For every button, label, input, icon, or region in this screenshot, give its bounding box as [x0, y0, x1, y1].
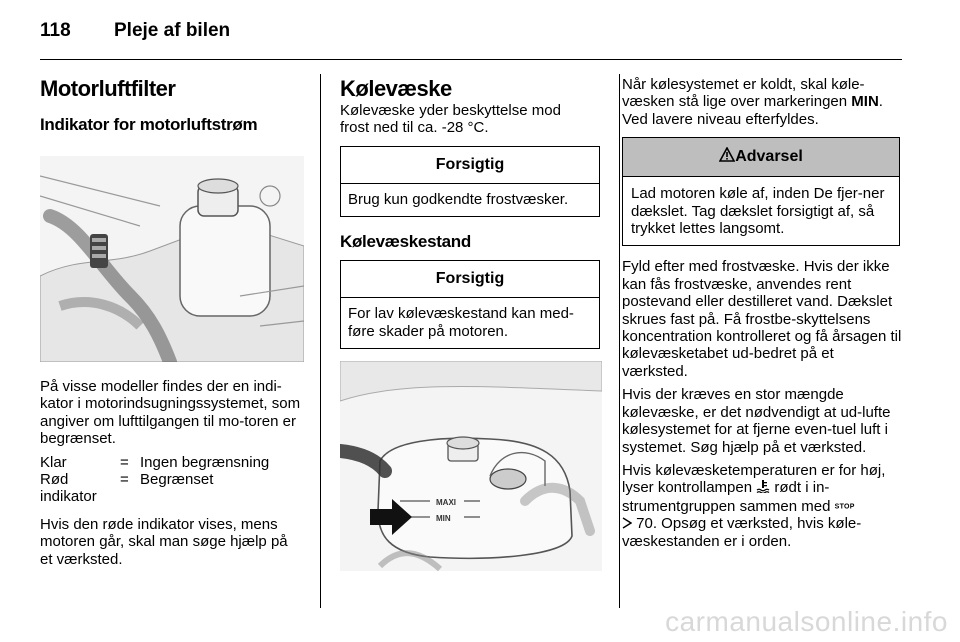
caution-box-level [340, 260, 600, 349]
table-value-1: Begrænset [140, 471, 214, 489]
engine-bay-illustration-icon [40, 156, 304, 362]
caution-title: Forsigtig [341, 147, 599, 184]
warning-text: Lad motoren køle af, inden De fjer-ner dækslet. Tag dækslet forsigtigt af, så trykket lettes langsomt. [631, 185, 885, 238]
coolant-reservoir-illustration-icon [340, 361, 602, 571]
red-indicator-text: Hvis den røde indikator vises, mens motoren går, skal man søge hjælp på et værksted. [40, 515, 288, 568]
page-number: 118 [40, 20, 71, 41]
table-sep-1: = [120, 471, 129, 489]
page-title: Pleje af bilen [114, 20, 231, 41]
warning-box [622, 137, 900, 246]
coolant-min-text-b: . Ved lavere niveau efterfyldes. [622, 93, 883, 128]
figure-label-maxi: MAXI [436, 498, 456, 508]
caution-text: For lav kølevæskestand kan med-føre skader på motoren. [348, 305, 574, 340]
page-reference-text: 70. Opsøg et værksted, hvis køle-væskestanden er i orden. [622, 515, 862, 551]
temperature-text-a: Hvis kølevæsketemperaturen er for høj, lyser kontrollampen [622, 461, 886, 497]
caution-title: Forsigtig [341, 261, 599, 298]
column-divider-1 [320, 74, 321, 608]
table-value-0: Ingen begrænsning [140, 453, 270, 471]
page-header [40, 20, 230, 42]
coolant-temperature-icon [756, 479, 770, 497]
stop-icon: STOP [834, 503, 855, 511]
table-key-1: Rød indikator [40, 471, 97, 506]
warning-header [623, 138, 899, 177]
min-marking: MIN [851, 93, 879, 111]
refill-text: Fyld efter med frostvæske. Hvis der ikke kan fås frostvæske, anvendes rent postevand eller destilleret vand. Dækslet skrues fast på. Få frostbe-skyttelsens koncentration kontrolleret og få årsagen til kølevæsketabet ud-bedret på et værksted. [622, 258, 902, 380]
column-1 [40, 76, 304, 568]
column-3 [622, 76, 902, 551]
airflow-indicator-text: På visse modeller findes der en indi-kator i motorindsugningssystemet, som angiver om lufttilgangen til mo-toren er begrænset. [40, 378, 301, 448]
table-sep-0: = [120, 453, 129, 471]
watermark: carmanualsonline.info [665, 606, 948, 637]
section-heading-air-filter: Motorluftfilter [40, 76, 176, 101]
subheading-airflow-indicator: Indikator for motorluftstrøm [40, 115, 258, 134]
subheading-coolant-level: Kølevæskestand [340, 232, 471, 252]
coolant-min-text-a: Når kølesystemet er koldt, skal køle-væsken stå lige over markeringen [622, 76, 865, 111]
temperature-text [622, 462, 902, 551]
figure-label-min: MIN [436, 514, 451, 524]
indicator-table [40, 454, 304, 506]
column-divider-2 [619, 74, 620, 608]
column-2 [340, 76, 602, 571]
coolant-min-text [622, 76, 902, 128]
table-key-0: Klar [40, 453, 67, 471]
caution-text: Brug kun godkendte frostvæsker. [348, 190, 569, 208]
temperature-text-b: rødt i in-strumentgruppen sammen med [622, 479, 835, 515]
header-rule [40, 59, 902, 60]
section-heading-coolant: Kølevæske [340, 76, 452, 101]
warning-title: Advarsel [735, 148, 803, 166]
page-reference-arrow-icon [622, 516, 632, 533]
coolant-intro: Kølevæske yder beskyttelse mod frost ned til ca. -28 °C. [340, 102, 561, 137]
warning-triangle-icon [719, 147, 735, 167]
venting-text: Hvis der kræves en stor mængde kølevæske, er det nødvendigt at ud-lufte kølesystemet for at fjerne even-tuel luft i systemet. Søg hjælp på et værksted. [622, 386, 891, 456]
caution-box-antifreeze [340, 146, 600, 217]
